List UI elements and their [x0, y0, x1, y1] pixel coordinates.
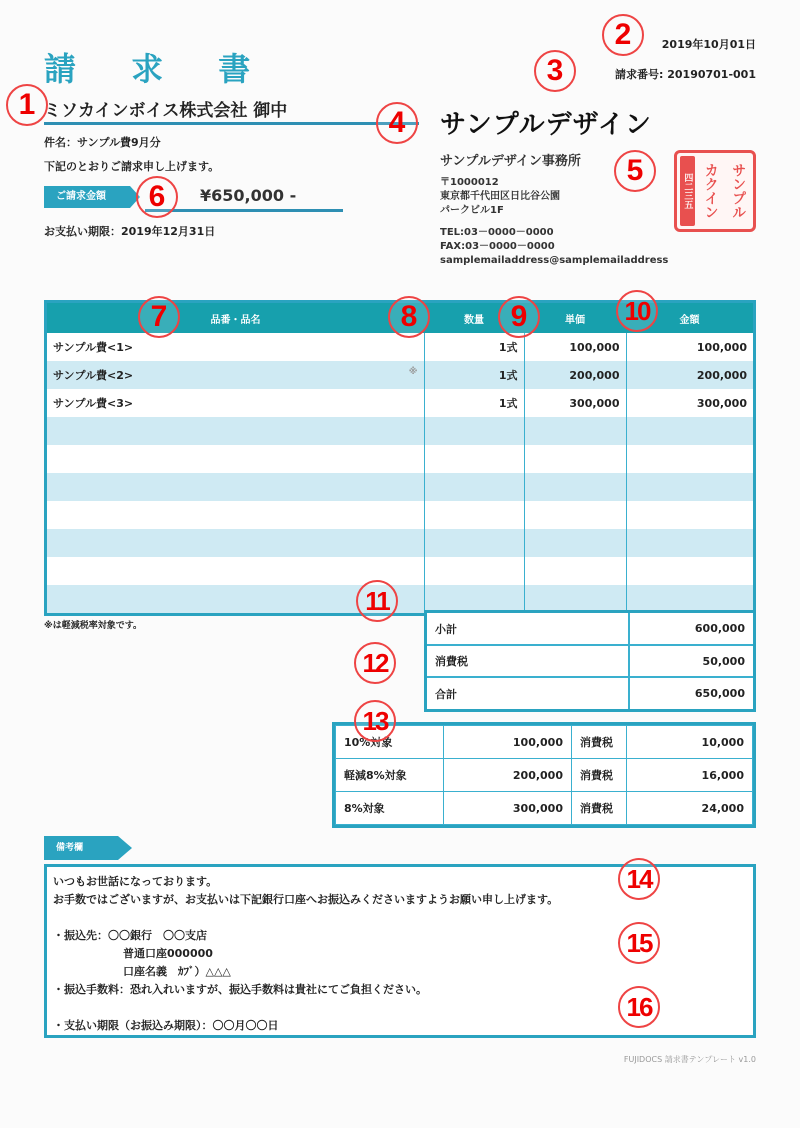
callout-16: 16 — [618, 986, 660, 1028]
bank-destination: ・振込先：〇〇銀行 〇〇支店 — [53, 929, 207, 942]
total-label: 合計 — [427, 677, 629, 709]
item-qty — [424, 501, 524, 529]
table-row — [47, 557, 753, 585]
item-name — [47, 529, 424, 557]
item-unit-price — [524, 501, 626, 529]
callout-3: 3 — [534, 50, 576, 92]
table-row — [47, 417, 753, 445]
callout-4: 4 — [376, 102, 418, 144]
table-row — [47, 501, 753, 529]
item-qty — [424, 445, 524, 473]
tax-row — [427, 645, 753, 677]
callout-9: 9 — [498, 296, 540, 338]
item-name — [47, 445, 424, 473]
amount-value: ¥650,000 - — [200, 186, 297, 205]
item-amount: 100,000 — [626, 333, 753, 361]
item-unit-price: 300,000 — [524, 389, 626, 417]
callout-1: 1 — [6, 84, 48, 126]
item-qty: 1式 — [424, 389, 524, 417]
tax-value: 50,000 — [629, 645, 753, 677]
document-title: 請 求 書 — [44, 50, 273, 88]
company-address — [440, 176, 560, 218]
item-unit-price — [524, 473, 626, 501]
reduced-tax-note: ※は軽減税率対象です。 — [44, 621, 143, 631]
bank-account-holder: 口座名義 ｶﾌﾞ）△△△ — [123, 965, 231, 978]
item-qty: 1式 — [424, 361, 524, 389]
reduced-tax-mark: ※ — [408, 367, 418, 377]
header-item-name: 品番・品名 — [47, 303, 424, 333]
total-value: 650,000 — [629, 677, 753, 709]
bank-account: 普通口座000000 — [123, 947, 213, 960]
rate-tax-label: 消費税 — [572, 726, 627, 759]
header-amount: 金額 — [626, 303, 753, 333]
item-unit-price — [524, 445, 626, 473]
table-row — [47, 445, 753, 473]
rate-tax: 16,000 — [627, 759, 753, 792]
total-row — [427, 677, 753, 709]
rate-tax: 10,000 — [627, 726, 753, 759]
table-row — [47, 585, 753, 613]
subtotal-label: 小計 — [427, 613, 629, 645]
address-line-2: パークビル1F — [440, 205, 504, 216]
company-name: サンプルデザイン事務所 — [440, 154, 581, 169]
callout-14: 14 — [618, 858, 660, 900]
remarks-request: お手数ではございますが、お支払いは下記銀行口座へお振込みくださいますようお願い申し上げます。 — [53, 893, 559, 906]
tax-breakdown-row — [336, 759, 753, 792]
totals-table — [424, 610, 756, 712]
remarks-greeting: いつもお世話になっております。 — [53, 875, 218, 888]
item-amount: 300,000 — [626, 389, 753, 417]
due-date: お支払い期限：2019年12月31日 — [44, 225, 216, 238]
item-name — [47, 501, 424, 529]
item-unit-price — [524, 529, 626, 557]
item-qty — [424, 473, 524, 501]
item-name — [47, 473, 424, 501]
callout-11: 11 — [356, 580, 398, 622]
client-name: ミソカインボイス株式会社 御中 — [44, 101, 288, 121]
table-row — [47, 529, 753, 557]
company-seal-stamp — [674, 150, 756, 232]
company-logo: サンプルデザイン — [440, 110, 652, 140]
item-amount — [626, 417, 753, 445]
item-name: サンプル費<1> — [53, 341, 134, 354]
subtotal-row — [427, 613, 753, 645]
item-unit-price — [524, 585, 626, 613]
tel: TEL:03－0000－0000 — [440, 227, 554, 238]
transfer-fee-note: ・振込手数料：恐れ入れいますが、振込手数料は貴社にてご負担ください。 — [53, 983, 427, 996]
item-name: サンプル費<3> — [53, 397, 134, 410]
seal-column-2: カクイン — [702, 163, 719, 219]
remarks-tab-label: 備考欄 — [44, 836, 118, 860]
rate-label: 10%対象 — [336, 726, 444, 759]
rate-label: 軽減8%対象 — [336, 759, 444, 792]
item-amount — [626, 473, 753, 501]
item-amount: 200,000 — [626, 361, 753, 389]
remarks-arrow-icon — [118, 836, 132, 860]
item-qty: 1式 — [424, 333, 524, 361]
seal-column-1: サンプル — [730, 163, 747, 219]
address-line-1: 東京都千代田区日比谷公園 — [440, 191, 560, 202]
postal-code: 〒1000012 — [440, 177, 499, 188]
table-row — [47, 389, 753, 417]
header-unit-price: 単価 — [524, 303, 626, 333]
callout-12: 12 — [354, 642, 396, 684]
rate-amount: 200,000 — [444, 759, 572, 792]
footer-credit: FUJIDOCS 請求書テンプレート v1.0 — [623, 1055, 756, 1064]
item-unit-price: 100,000 — [524, 333, 626, 361]
item-name — [47, 557, 424, 585]
item-amount — [626, 557, 753, 585]
rate-amount: 100,000 — [444, 726, 572, 759]
subject: 件名：サンプル費9月分 — [44, 136, 161, 149]
item-amount — [626, 501, 753, 529]
callout-7: 7 — [138, 296, 180, 338]
item-qty — [424, 585, 524, 613]
rate-label: 8%対象 — [336, 792, 444, 825]
table-row — [47, 473, 753, 501]
item-unit-price — [524, 557, 626, 585]
callout-10: 10 — [616, 290, 658, 332]
payment-deadline: ・支払い期限（お振込み期限）：〇〇月〇〇日 — [53, 1019, 279, 1032]
amount-underline — [145, 209, 343, 212]
callout-15: 15 — [618, 922, 660, 964]
amount-label: ご請求金額 — [44, 186, 130, 208]
items-table — [44, 300, 756, 616]
item-qty — [424, 417, 524, 445]
item-unit-price: 200,000 — [524, 361, 626, 389]
rate-amount: 300,000 — [444, 792, 572, 825]
seal-column-3: 四二三五 — [680, 156, 695, 226]
item-amount — [626, 529, 753, 557]
rate-tax: 24,000 — [627, 792, 753, 825]
company-contact — [440, 226, 668, 268]
rate-tax-label: 消費税 — [572, 792, 627, 825]
item-name — [47, 417, 424, 445]
item-unit-price — [524, 417, 626, 445]
item-name: サンプル費<2> — [53, 369, 134, 382]
tax-breakdown-table — [332, 722, 756, 828]
callout-2: 2 — [602, 14, 644, 56]
rate-tax-label: 消費税 — [572, 759, 627, 792]
callout-5: 5 — [614, 150, 656, 192]
item-qty — [424, 557, 524, 585]
item-qty — [424, 529, 524, 557]
client-underline — [44, 122, 419, 125]
callout-8: 8 — [388, 296, 430, 338]
tax-breakdown-row — [336, 726, 753, 759]
issue-date: 2019年10月01日 — [661, 38, 756, 51]
item-amount — [626, 585, 753, 613]
invoice-number: 請求番号: 20190701-001 — [615, 68, 756, 81]
tax-breakdown-row — [336, 792, 753, 825]
callout-6: 6 — [136, 176, 178, 218]
subtotal-value: 600,000 — [629, 613, 753, 645]
callout-13: 13 — [354, 700, 396, 742]
table-row — [47, 361, 753, 389]
tax-label: 消費税 — [427, 645, 629, 677]
email: samplemailaddress@samplemailaddress — [440, 255, 669, 266]
intro-text: 下記のとおりご請求申し上げます。 — [44, 160, 220, 173]
fax: FAX:03－0000－0000 — [440, 241, 555, 252]
header-quantity: 数量 — [424, 303, 524, 333]
item-amount — [626, 445, 753, 473]
